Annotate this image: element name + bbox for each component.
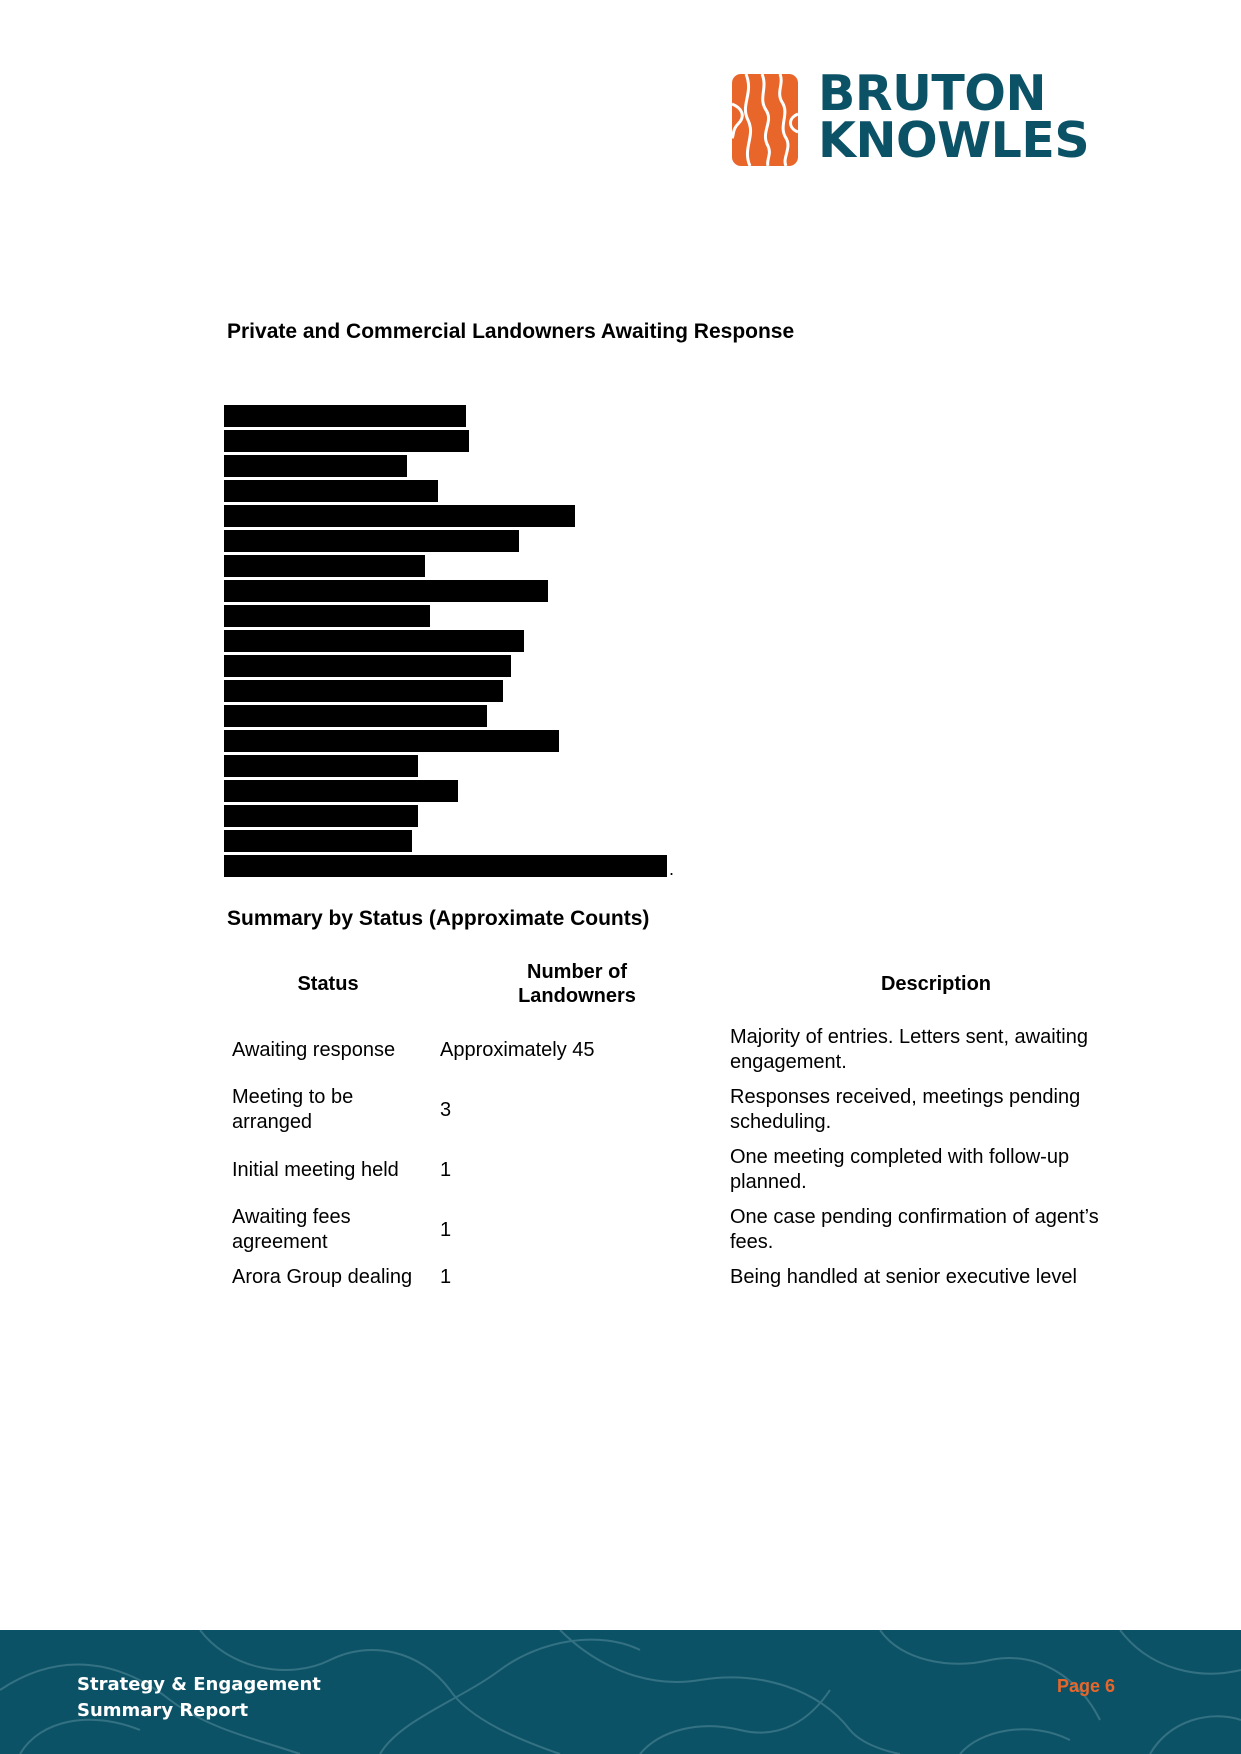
status-cell: Awaiting response	[232, 1038, 396, 1061]
footer-title-line-1: Strategy & Engagement	[77, 1674, 321, 1695]
redaction-bar	[224, 580, 548, 602]
redaction-bar	[224, 655, 511, 677]
page-number: Page 6	[1056, 1676, 1115, 1696]
header-count-label: Number of Landowners	[518, 961, 636, 1007]
redaction-bar	[224, 505, 575, 527]
count-cell: 1	[440, 1218, 452, 1241]
count-cell: 3	[440, 1098, 452, 1121]
redaction-bar	[224, 530, 519, 552]
count-cell: Approximately 45	[440, 1038, 595, 1061]
header-status: Status	[297, 973, 359, 995]
trailing-period: .	[669, 859, 675, 879]
status-cell: Initial meeting held	[232, 1158, 399, 1181]
brand-logo	[732, 65, 1122, 169]
table-row	[224, 1080, 1150, 1140]
redaction-bar	[224, 405, 466, 427]
status-cell: Meeting to be arranged	[232, 1086, 354, 1133]
brand-line-2: KNOWLES	[818, 112, 1090, 169]
redaction-bar	[224, 805, 418, 827]
redaction-bar	[224, 705, 487, 727]
redaction-bar	[224, 605, 430, 627]
count-cell: 1	[440, 1266, 452, 1288]
footer-title-line-2: Summary Report	[77, 1700, 249, 1721]
description-cell: One meeting completed with follow-up planned.	[730, 1146, 1070, 1193]
summary-heading: Summary by Status (Approximate Counts)	[227, 907, 650, 930]
contour-lines-icon	[732, 74, 798, 166]
status-cell: Awaiting fees agreement	[232, 1206, 351, 1253]
description-cell: One case pending confirmation of agent’s fees.	[730, 1206, 1099, 1253]
landowners-heading: Private and Commercial Landowners Awaiting Response	[227, 320, 795, 343]
description-cell: Majority of entries. Letters sent, awaiting engagement.	[730, 1026, 1088, 1073]
redaction-bar	[224, 430, 469, 452]
redaction-bar	[224, 780, 458, 802]
table-row	[224, 1020, 1150, 1080]
count-cell: 1	[440, 1158, 452, 1181]
table-header-row	[224, 960, 1150, 1020]
table-row	[224, 1200, 1150, 1260]
redaction-bar	[224, 455, 407, 477]
status-cell: Arora Group dealing	[232, 1266, 413, 1288]
description-cell: Being handled at senior executive level	[730, 1266, 1077, 1288]
footer-document-title	[77, 1672, 321, 1724]
redaction-bar	[224, 630, 524, 652]
redaction-bar	[224, 730, 559, 752]
table-row	[224, 1140, 1150, 1200]
redaction-bar	[224, 830, 412, 852]
redaction-bar	[224, 680, 503, 702]
redaction-bar	[224, 555, 425, 577]
redaction-bar	[224, 480, 438, 502]
table-row	[224, 1260, 1150, 1295]
redaction-bar	[224, 755, 418, 777]
brand-line-1: BRUTON	[818, 65, 1046, 122]
header-description: Description	[880, 973, 992, 995]
page-footer	[0, 1630, 1241, 1754]
header-count	[432, 960, 722, 1020]
brand-wordmark	[818, 65, 1090, 169]
description-cell: Responses received, meetings pending scheduling.	[730, 1086, 1081, 1133]
status-summary-table	[224, 960, 1150, 1295]
redaction-bar	[224, 855, 667, 877]
